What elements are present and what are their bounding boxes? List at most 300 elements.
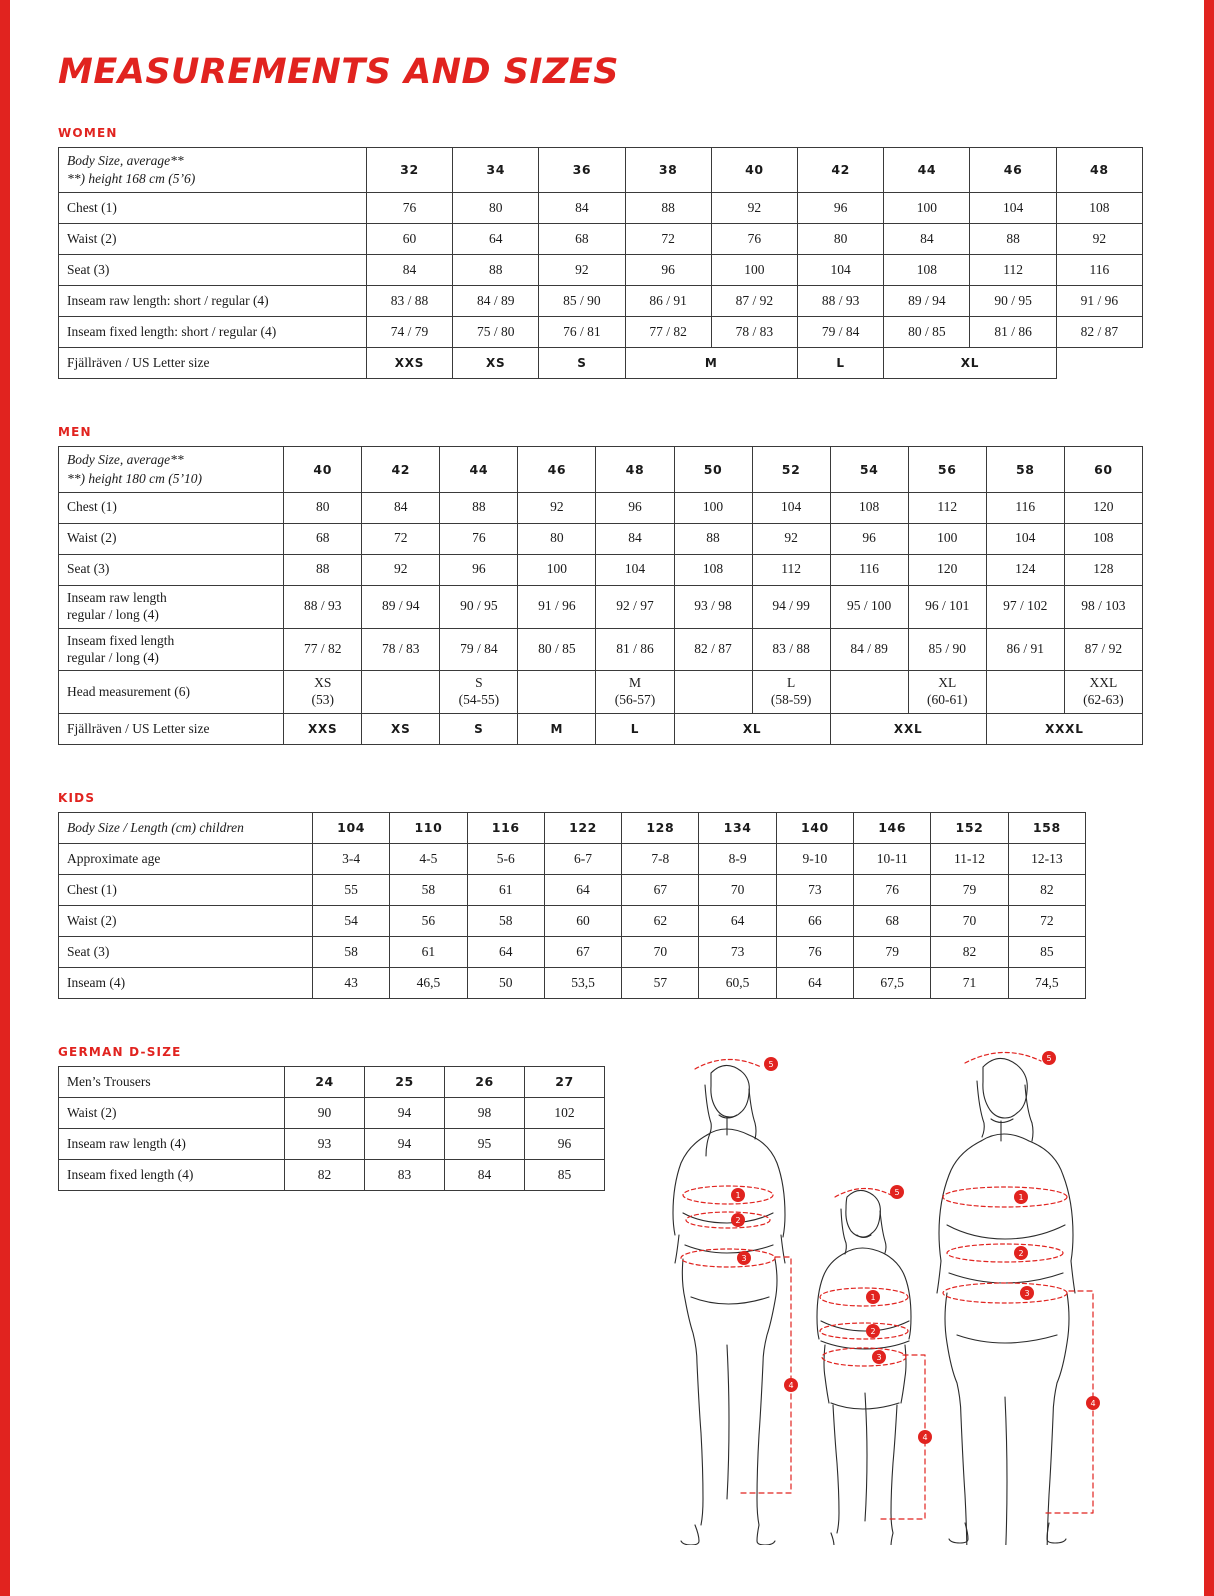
women-row-4-v7: 81 / 86 [970, 317, 1056, 348]
men-row-0-label: Chest (1) [59, 492, 284, 523]
women-row-2-v2: 92 [539, 255, 625, 286]
men-letter-2: S [440, 714, 518, 745]
table-row [59, 523, 1143, 554]
german-row-0-v2: 98 [445, 1098, 525, 1129]
women-row-0-v4: 92 [711, 193, 797, 224]
measurement-figures [635, 1045, 1156, 1545]
kids-row-0-v1: 4-5 [390, 844, 467, 875]
left-red-bar [0, 0, 10, 1596]
table-row [59, 906, 1086, 937]
kids-size-5: 134 [699, 813, 776, 844]
men-head-4-line2: (56-57) [614, 692, 656, 708]
men-row-2-v10: 128 [1064, 554, 1142, 585]
women-row-3-v2: 85 / 90 [539, 286, 625, 317]
kids-size-9: 158 [1008, 813, 1085, 844]
men-row-0-v9: 116 [986, 492, 1064, 523]
men-row-2-label: Seat (3) [59, 554, 284, 585]
kids-size-1: 110 [390, 813, 467, 844]
men-row-2-v3: 100 [518, 554, 596, 585]
men-row-0-v5: 100 [674, 492, 752, 523]
kids-row-0-label: Approximate age [59, 844, 313, 875]
men-row-3-v5: 93 / 98 [674, 585, 752, 628]
men-row-0-v8: 112 [908, 492, 986, 523]
kids-row-4-v2: 50 [467, 968, 544, 999]
women-row-4-v6: 80 / 85 [884, 317, 970, 348]
kids-row-1-v2: 61 [467, 875, 544, 906]
kids-size-6: 140 [776, 813, 853, 844]
men-size-7: 54 [830, 447, 908, 492]
men-row-4-label-line2: regular / long (4) [67, 649, 159, 665]
german-row-1-v1: 94 [365, 1129, 445, 1160]
men-head-4 [596, 671, 674, 714]
kids-row-4-label: Inseam (4) [59, 968, 313, 999]
men-row-1-v10: 108 [1064, 523, 1142, 554]
table-row [59, 1129, 605, 1160]
men-size-0: 40 [284, 447, 362, 492]
kids-size-7: 146 [854, 813, 931, 844]
women-row-3-v4: 87 / 92 [711, 286, 797, 317]
women-row-3-v0: 83 / 88 [366, 286, 452, 317]
men-row-3-label-line2: regular / long (4) [67, 606, 159, 622]
women-row-3-v1: 84 / 89 [453, 286, 539, 317]
women-row-3-v8: 91 / 96 [1056, 286, 1142, 317]
women-row-4-v8: 82 / 87 [1056, 317, 1142, 348]
table-row [59, 317, 1143, 348]
women-row-1-v5: 80 [798, 224, 884, 255]
men-row-1-v8: 100 [908, 523, 986, 554]
women-header-line2: **) height 168 cm (5’6) [67, 171, 196, 187]
kids-row-3-v2: 64 [467, 937, 544, 968]
men-head-6-line2: (58-59) [770, 692, 812, 708]
men-head-9 [986, 671, 1064, 714]
men-letter-5: XL [674, 714, 830, 745]
men-head-7 [830, 671, 908, 714]
men-row-4-v7: 84 / 89 [830, 628, 908, 671]
man-marker-3-label: 3 [1024, 1289, 1030, 1299]
men-head-0-line1: XS [314, 675, 332, 691]
table-row [59, 554, 1143, 585]
kids-row-4-v4: 57 [622, 968, 699, 999]
kids-size-0: 104 [312, 813, 389, 844]
men-row-0-v6: 104 [752, 492, 830, 523]
women-letter-5: XL [884, 348, 1056, 379]
kids-row-0-v5: 8-9 [699, 844, 776, 875]
kids-row-1-v8: 79 [931, 875, 1008, 906]
german-header-cell: Men’s Trousers [59, 1067, 285, 1098]
kids-header-cell: Body Size / Length (cm) children [59, 813, 313, 844]
kids-row-3-v7: 79 [854, 937, 931, 968]
men-row-3-v8: 96 / 101 [908, 585, 986, 628]
man-marker-2-label: 2 [1018, 1249, 1024, 1259]
women-row-1-v1: 64 [453, 224, 539, 255]
german-row-2-v3: 85 [525, 1160, 605, 1191]
women-row-3-label: Inseam raw length: short / regular (4) [59, 286, 367, 317]
men-head-2-line1: S [475, 675, 483, 691]
women-row-0-v0: 76 [366, 193, 452, 224]
women-size-2: 36 [539, 148, 625, 193]
women-row-0-v1: 80 [453, 193, 539, 224]
men-head-1 [362, 671, 440, 714]
men-head-5 [674, 671, 752, 714]
women-letter-row-label: Fjällräven / US Letter size [59, 348, 367, 379]
women-row-4-v0: 74 / 79 [366, 317, 452, 348]
kids-row-4-v5: 60,5 [699, 968, 776, 999]
german-row-2-v1: 83 [365, 1160, 445, 1191]
man-marker-5-label: 5 [1046, 1054, 1052, 1064]
kids-size-2: 116 [467, 813, 544, 844]
table-row [59, 1098, 605, 1129]
men-row-0-v2: 88 [440, 492, 518, 523]
table-row-letter-sizes [59, 348, 1143, 379]
men-row-4-label-line1: Inseam fixed length [67, 632, 175, 648]
men-row-3-v2: 90 / 95 [440, 585, 518, 628]
kids-row-3-v8: 82 [931, 937, 1008, 968]
kids-row-1-v6: 73 [776, 875, 853, 906]
german-size-3: 27 [525, 1067, 605, 1098]
women-row-0-v5: 96 [798, 193, 884, 224]
kids-row-0-v8: 11-12 [931, 844, 1008, 875]
men-row-4-v10: 87 / 92 [1064, 628, 1142, 671]
men-row-4-v3: 80 / 85 [518, 628, 596, 671]
women-row-2-v8: 116 [1056, 255, 1142, 286]
table-row-header [59, 148, 1143, 193]
kids-row-0-v6: 9-10 [776, 844, 853, 875]
men-row-0-v7: 108 [830, 492, 908, 523]
men-header-line1: Body Size, average** [67, 452, 184, 468]
women-row-4-v1: 75 / 80 [453, 317, 539, 348]
german-row-1-v2: 95 [445, 1129, 525, 1160]
women-header-line1: Body Size, average** [67, 153, 184, 168]
table-row-header [59, 813, 1086, 844]
men-head-8-line1: XL [938, 675, 957, 691]
woman-marker-1-label: 1 [735, 1191, 741, 1201]
table-row [59, 937, 1086, 968]
kids-row-1-v5: 70 [699, 875, 776, 906]
german-row-1-label: Inseam raw length (4) [59, 1129, 285, 1160]
section-label-women: WOMEN [58, 126, 118, 140]
kids-row-2-v1: 56 [390, 906, 467, 937]
woman-marker-2-label: 2 [735, 1216, 741, 1226]
german-row-0-v1: 94 [365, 1098, 445, 1129]
women-row-4-label: Inseam fixed length: short / regular (4) [59, 317, 367, 348]
child-marker-3-label: 3 [876, 1353, 882, 1363]
section-label-german: GERMAN D-SIZE [58, 1045, 182, 1060]
men-row-3-v6: 94 / 99 [752, 585, 830, 628]
women-row-4-v5: 79 / 84 [798, 317, 884, 348]
kids-size-3: 122 [544, 813, 621, 844]
men-letter-row-label: Fjällräven / US Letter size [59, 714, 284, 745]
section-label-kids: KIDS [58, 791, 96, 806]
men-head-10-line2: (62-63) [1083, 692, 1124, 708]
men-row-3-v4: 92 / 97 [596, 585, 674, 628]
women-row-2-v4: 100 [711, 255, 797, 286]
kids-row-0-v0: 3-4 [312, 844, 389, 875]
women-header-cell [59, 148, 367, 193]
german-row-0-v0: 90 [285, 1098, 365, 1129]
women-row-2-v7: 112 [970, 255, 1056, 286]
women-row-0-v6: 100 [884, 193, 970, 224]
table-row [59, 875, 1086, 906]
kids-row-3-v9: 85 [1008, 937, 1085, 968]
table-row [59, 844, 1086, 875]
women-size-6: 44 [884, 148, 970, 193]
men-size-5: 50 [674, 447, 752, 492]
men-size-6: 52 [752, 447, 830, 492]
men-row-2-v6: 112 [752, 554, 830, 585]
women-letter-3: M [625, 348, 797, 379]
men-head-2-line2: (54-55) [458, 692, 500, 708]
men-size-8: 56 [908, 447, 986, 492]
table-row-head-measurement [59, 671, 1143, 714]
women-row-4-v3: 77 / 82 [625, 317, 711, 348]
child-figure [817, 1191, 911, 1546]
child-marker-2-label: 2 [870, 1327, 876, 1337]
men-row-2-v5: 108 [674, 554, 752, 585]
women-row-2-v1: 88 [453, 255, 539, 286]
men-row-0-v1: 84 [362, 492, 440, 523]
women-size-table [58, 147, 1143, 379]
men-head-8 [908, 671, 986, 714]
kids-row-1-v3: 64 [544, 875, 621, 906]
men-size-2: 44 [440, 447, 518, 492]
women-row-3-v5: 88 / 93 [798, 286, 884, 317]
men-letter-7: XXXL [986, 714, 1142, 745]
men-row-3-v7: 95 / 100 [830, 585, 908, 628]
german-row-1-v0: 93 [285, 1129, 365, 1160]
men-size-1: 42 [362, 447, 440, 492]
men-row-2-v0: 88 [284, 554, 362, 585]
table-row [59, 585, 1143, 628]
kids-row-2-v8: 70 [931, 906, 1008, 937]
table-row-header [59, 447, 1143, 492]
men-head-10-line1: XXL [1089, 675, 1118, 691]
men-row-4-v9: 86 / 91 [986, 628, 1064, 671]
women-row-1-v8: 92 [1056, 224, 1142, 255]
kids-row-4-v1: 46,5 [390, 968, 467, 999]
men-row-3-label [59, 585, 284, 628]
women-row-0-v7: 104 [970, 193, 1056, 224]
men-row-3-v3: 91 / 96 [518, 585, 596, 628]
men-row-1-v9: 104 [986, 523, 1064, 554]
women-row-2-v5: 104 [798, 255, 884, 286]
kids-row-2-v3: 60 [544, 906, 621, 937]
men-head-4-line1: M [628, 675, 641, 691]
men-row-1-label: Waist (2) [59, 523, 284, 554]
men-row-1-v4: 84 [596, 523, 674, 554]
german-row-0-v3: 102 [525, 1098, 605, 1129]
men-row-4-v0: 77 / 82 [284, 628, 362, 671]
women-size-7: 46 [970, 148, 1056, 193]
men-letter-0: XXS [284, 714, 362, 745]
kids-row-2-v4: 62 [622, 906, 699, 937]
man-marker-1-label: 1 [1018, 1193, 1024, 1203]
men-head-0 [284, 671, 362, 714]
german-size-table [58, 1066, 605, 1191]
kids-row-1-v1: 58 [390, 875, 467, 906]
men-row-1-v6: 92 [752, 523, 830, 554]
german-size-0: 24 [285, 1067, 365, 1098]
kids-size-4: 128 [622, 813, 699, 844]
german-section [58, 1045, 605, 1191]
women-row-0-v3: 88 [625, 193, 711, 224]
woman-marker-5-label: 5 [768, 1060, 774, 1070]
table-row [59, 492, 1143, 523]
kids-row-1-label: Chest (1) [59, 875, 313, 906]
german-size-2: 26 [445, 1067, 525, 1098]
kids-row-4-v3: 53,5 [544, 968, 621, 999]
table-row [59, 286, 1143, 317]
kids-row-3-v3: 67 [544, 937, 621, 968]
german-row-1-v3: 96 [525, 1129, 605, 1160]
kids-row-1-v7: 76 [854, 875, 931, 906]
men-row-1-v7: 96 [830, 523, 908, 554]
german-row-2-label: Inseam fixed length (4) [59, 1160, 285, 1191]
women-letter-1: XS [453, 348, 539, 379]
kids-row-3-v4: 70 [622, 937, 699, 968]
child-marker-5-label: 5 [894, 1188, 900, 1198]
kids-size-table [58, 812, 1086, 999]
women-row-4-v2: 76 / 81 [539, 317, 625, 348]
kids-size-8: 152 [931, 813, 1008, 844]
kids-row-2-v5: 64 [699, 906, 776, 937]
men-size-table [58, 446, 1143, 745]
kids-row-0-v7: 10-11 [854, 844, 931, 875]
kids-row-2-label: Waist (2) [59, 906, 313, 937]
women-row-1-v4: 76 [711, 224, 797, 255]
child-marker-1-label: 1 [870, 1293, 876, 1303]
man-marker-4-label: 4 [1090, 1399, 1096, 1409]
german-row-2-v0: 82 [285, 1160, 365, 1191]
men-row-2-v8: 120 [908, 554, 986, 585]
woman-marker-3-label: 3 [741, 1254, 747, 1264]
men-header-cell [59, 447, 284, 492]
men-head-6-line1: L [786, 675, 796, 691]
table-row [59, 193, 1143, 224]
kids-row-4-v9: 74,5 [1008, 968, 1085, 999]
women-letter-4: L [798, 348, 884, 379]
table-row [59, 224, 1143, 255]
women-row-2-label: Seat (3) [59, 255, 367, 286]
women-row-0-label: Chest (1) [59, 193, 367, 224]
german-row-2-v2: 84 [445, 1160, 525, 1191]
men-head-2 [440, 671, 518, 714]
men-row-3-v9: 97 / 102 [986, 585, 1064, 628]
men-row-1-v3: 80 [518, 523, 596, 554]
men-head-row-label: Head measurement (6) [59, 671, 284, 714]
kids-row-2-v9: 72 [1008, 906, 1085, 937]
men-row-4-v2: 79 / 84 [440, 628, 518, 671]
men-row-0-v0: 80 [284, 492, 362, 523]
men-row-1-v1: 72 [362, 523, 440, 554]
kids-row-4-v0: 43 [312, 968, 389, 999]
men-row-4-v5: 82 / 87 [674, 628, 752, 671]
women-row-1-v2: 68 [539, 224, 625, 255]
women-row-1-v6: 84 [884, 224, 970, 255]
women-row-0-v2: 84 [539, 193, 625, 224]
men-row-4-v6: 83 / 88 [752, 628, 830, 671]
men-row-4-v4: 81 / 86 [596, 628, 674, 671]
men-letter-6: XXL [830, 714, 986, 745]
table-row-header [59, 1067, 605, 1098]
kids-row-1-v4: 67 [622, 875, 699, 906]
lower-area [58, 1045, 1156, 1545]
women-letter-0: XXS [366, 348, 452, 379]
men-size-3: 46 [518, 447, 596, 492]
men-size-10: 60 [1064, 447, 1142, 492]
kids-row-1-v0: 55 [312, 875, 389, 906]
men-row-4-label [59, 628, 284, 671]
german-row-0-label: Waist (2) [59, 1098, 285, 1129]
men-row-3-v1: 89 / 94 [362, 585, 440, 628]
child-marker-4-label: 4 [922, 1433, 928, 1443]
kids-row-4-v7: 67,5 [854, 968, 931, 999]
table-row [59, 968, 1086, 999]
woman-marker-4-label: 4 [788, 1381, 794, 1391]
women-row-1-v0: 60 [366, 224, 452, 255]
men-row-4-v1: 78 / 83 [362, 628, 440, 671]
men-row-0-v3: 92 [518, 492, 596, 523]
table-row-letter-sizes [59, 714, 1143, 745]
kids-row-4-v6: 64 [776, 968, 853, 999]
men-row-0-v10: 120 [1064, 492, 1142, 523]
women-row-1-label: Waist (2) [59, 224, 367, 255]
men-row-1-v0: 68 [284, 523, 362, 554]
women-row-0-v8: 108 [1056, 193, 1142, 224]
page-title: MEASUREMENTS AND SIZES [58, 52, 619, 92]
women-size-8: 48 [1056, 148, 1142, 193]
men-row-2-v9: 124 [986, 554, 1064, 585]
women-row-1-v7: 88 [970, 224, 1056, 255]
kids-row-3-v5: 73 [699, 937, 776, 968]
men-header-line2: **) height 180 cm (5’10) [67, 470, 202, 486]
table-row [59, 1160, 605, 1191]
men-row-2-v4: 104 [596, 554, 674, 585]
women-row-2-v3: 96 [625, 255, 711, 286]
women-size-5: 42 [798, 148, 884, 193]
men-size-9: 58 [986, 447, 1064, 492]
men-row-2-v1: 92 [362, 554, 440, 585]
kids-row-3-v1: 61 [390, 937, 467, 968]
right-red-bar [1204, 0, 1214, 1596]
german-size-1: 25 [365, 1067, 445, 1098]
kids-row-2-v7: 68 [854, 906, 931, 937]
women-size-3: 38 [625, 148, 711, 193]
kids-row-2-v0: 54 [312, 906, 389, 937]
women-row-3-v3: 86 / 91 [625, 286, 711, 317]
women-size-4: 40 [711, 148, 797, 193]
men-head-6 [752, 671, 830, 714]
men-row-3-v10: 98 / 103 [1064, 585, 1142, 628]
kids-row-0-v3: 6-7 [544, 844, 621, 875]
men-letter-3: M [518, 714, 596, 745]
men-head-0-line2: (53) [311, 692, 334, 708]
man-figure [937, 1059, 1075, 1546]
kids-row-0-v2: 5-6 [467, 844, 544, 875]
men-head-10 [1064, 671, 1142, 714]
kids-row-0-v9: 12-13 [1008, 844, 1085, 875]
women-row-2-v0: 84 [366, 255, 452, 286]
kids-row-2-v6: 66 [776, 906, 853, 937]
men-row-2-v7: 116 [830, 554, 908, 585]
women-row-1-v3: 72 [625, 224, 711, 255]
kids-row-1-v9: 82 [1008, 875, 1085, 906]
men-row-1-v5: 88 [674, 523, 752, 554]
women-row-4-v4: 78 / 83 [711, 317, 797, 348]
table-row [59, 628, 1143, 671]
men-row-0-v4: 96 [596, 492, 674, 523]
women-letter-2: S [539, 348, 625, 379]
table-row [59, 255, 1143, 286]
